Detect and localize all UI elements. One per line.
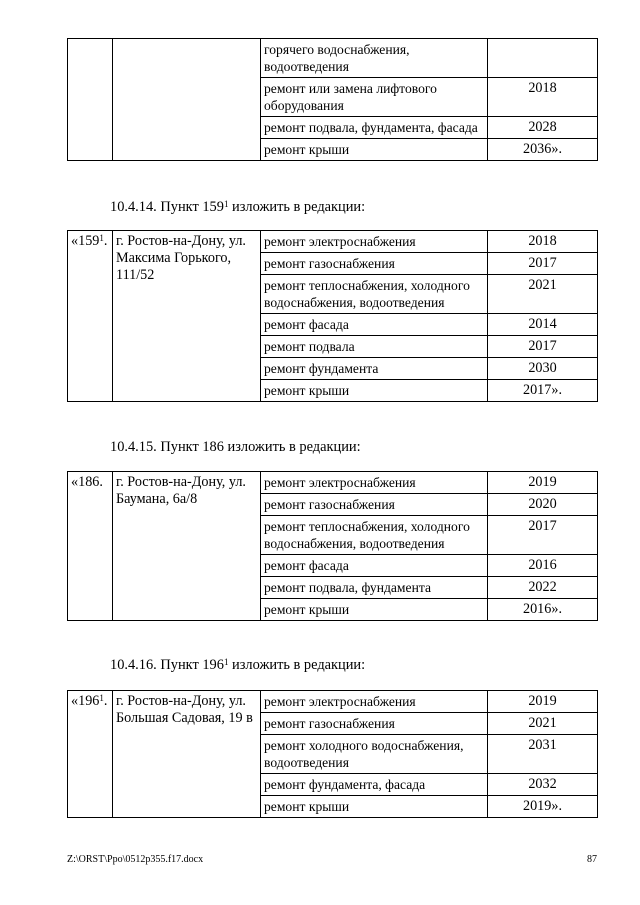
paragraph-10-4-14: 10.4.14. Пункт $159^1$ изложить в редакции: <box>110 199 366 215</box>
address-cell: г. Ростов-на-Дону, ул. Большая Садовая, 19 в <box>113 691 261 818</box>
work-cell: ремонт или замена лифтового оборудования <box>261 78 488 117</box>
work-cell: ремонт подвала, фундамента <box>261 577 488 599</box>
year-cell <box>488 39 598 78</box>
table-continuation <box>67 38 598 161</box>
year-cell: 2030 <box>488 358 598 380</box>
work-cell: ремонт фасада <box>261 314 488 336</box>
year-cell: 2019». <box>488 796 598 818</box>
work-cell: ремонт подвала, фундамента, фасада <box>261 117 488 139</box>
paragraph-10-4-15: 10.4.15. Пункт 186 изложить в редакции: <box>110 439 361 455</box>
number-cell: «$196^1$. <box>68 691 113 818</box>
year-cell: 2016 <box>488 555 598 577</box>
year-cell: 2017 <box>488 253 598 275</box>
table-row <box>68 691 598 713</box>
work-cell: ремонт холодного водоснабжения, водоотведения <box>261 735 488 774</box>
year-cell: 2019 <box>488 691 598 713</box>
year-cell: 2036». <box>488 139 598 161</box>
work-cell: ремонт электроснабжения <box>261 691 488 713</box>
work-cell: ремонт крыши <box>261 380 488 402</box>
table-item-186 <box>67 471 598 621</box>
work-cell: ремонт газоснабжения <box>261 494 488 516</box>
footer-file-path: Z:\ORST\Ppo\0512p355.f17.docx <box>67 854 204 865</box>
work-cell: ремонт крыши <box>261 599 488 621</box>
year-cell: 2017 <box>488 516 598 555</box>
year-cell: 2021 <box>488 713 598 735</box>
work-cell: ремонт фасада <box>261 555 488 577</box>
work-cell: ремонт газоснабжения <box>261 253 488 275</box>
address-cell: г. Ростов-на-Дону, ул. Максима Горького, 111/52 <box>113 231 261 402</box>
year-cell: 2031 <box>488 735 598 774</box>
address-cell <box>113 39 261 161</box>
year-cell: 2017 <box>488 336 598 358</box>
work-cell: ремонт фундамента <box>261 358 488 380</box>
year-cell: 2021 <box>488 275 598 314</box>
paragraph-10-4-16: 10.4.16. Пункт $196^1$ изложить в редакции: <box>110 657 366 673</box>
year-cell: 2018 <box>488 231 598 253</box>
work-cell: горячего водоснабжения, водоотведения <box>261 39 488 78</box>
table-row <box>68 472 598 494</box>
year-cell: 2018 <box>488 78 598 117</box>
work-cell: ремонт крыши <box>261 796 488 818</box>
work-cell: ремонт теплоснабжения, холодного водоснабжения, водоотведения <box>261 275 488 314</box>
page-number: 87 <box>587 854 597 865</box>
work-cell: ремонт фундамента, фасада <box>261 774 488 796</box>
year-cell: 2017». <box>488 380 598 402</box>
work-cell: ремонт крыши <box>261 139 488 161</box>
number-cell: «186. <box>68 472 113 621</box>
year-cell: 2022 <box>488 577 598 599</box>
number-cell: «$159^1$. <box>68 231 113 402</box>
year-cell: 2028 <box>488 117 598 139</box>
table-row <box>68 231 598 253</box>
address-cell: г. Ростов-на-Дону, ул. Баумана, 6а/8 <box>113 472 261 621</box>
work-cell: ремонт газоснабжения <box>261 713 488 735</box>
year-cell: 2014 <box>488 314 598 336</box>
work-cell: ремонт подвала <box>261 336 488 358</box>
year-cell: 2019 <box>488 472 598 494</box>
year-cell: 2020 <box>488 494 598 516</box>
work-cell: ремонт электроснабжения <box>261 231 488 253</box>
table-item-196 <box>67 690 598 818</box>
work-cell: ремонт теплоснабжения, холодного водоснабжения, водоотведения <box>261 516 488 555</box>
number-cell <box>68 39 113 161</box>
year-cell: 2032 <box>488 774 598 796</box>
table-row <box>68 39 598 78</box>
table-item-159 <box>67 230 598 402</box>
work-cell: ремонт электроснабжения <box>261 472 488 494</box>
year-cell: 2016». <box>488 599 598 621</box>
